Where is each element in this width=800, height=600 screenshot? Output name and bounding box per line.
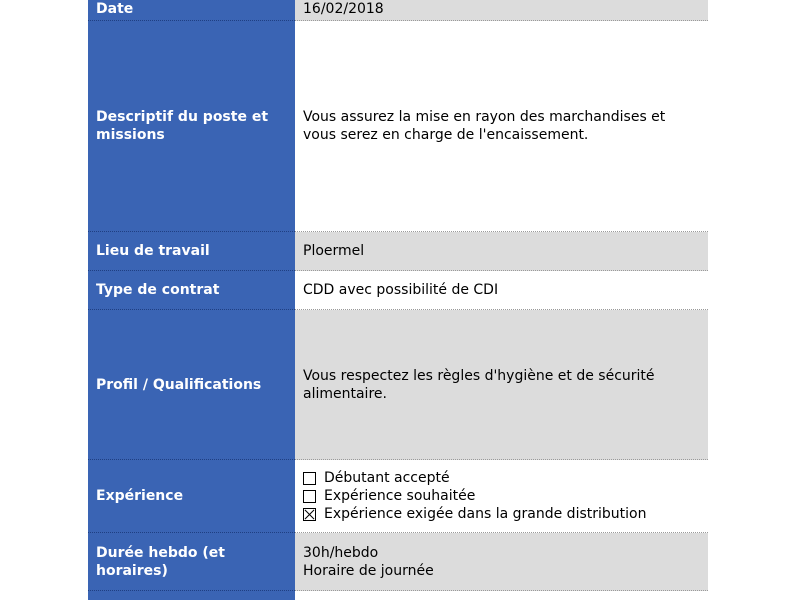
experience-option-label: Expérience souhaitée	[324, 488, 476, 504]
label-contrat: Type de contrat	[88, 271, 295, 310]
checkbox-debutant[interactable]	[303, 472, 316, 485]
experience-option-label: Débutant accepté	[324, 470, 450, 486]
label-experience: Expérience	[88, 460, 295, 533]
label-descriptif	[88, 21, 295, 232]
value-profil-line1: Vous respectez les règles d'hygiène et de sécurité	[303, 367, 655, 384]
label-next-partial	[88, 591, 295, 600]
value-next-partial	[295, 591, 708, 600]
value-duree	[295, 533, 708, 591]
row-contrat	[88, 271, 708, 310]
row-next-partial	[88, 591, 708, 600]
label-descriptif-line1: Descriptif du poste et	[96, 109, 269, 125]
experience-options	[303, 469, 646, 523]
label-duree-line1: Durée hebdo	[96, 544, 198, 561]
value-duree-line1: 30h/hebdo	[303, 544, 379, 561]
job-offer-table	[88, 0, 708, 600]
value-descriptif-line2: vous serez en charge de l'encaissement.	[303, 127, 589, 143]
row-duree	[88, 533, 708, 591]
row-lieu	[88, 232, 708, 271]
row-date	[88, 0, 708, 21]
row-profil	[88, 310, 708, 460]
checkbox-exigee-checked[interactable]	[303, 508, 316, 521]
experience-option-exigee[interactable]	[303, 505, 646, 523]
value-descriptif-line1: Vous assurez la mise en rayon des marchandises et	[303, 109, 666, 125]
value-duree-line2: Horaire de journée	[303, 562, 434, 579]
experience-option-souhaitee[interactable]	[303, 487, 646, 505]
value-contrat: CDD avec possibilité de CDI	[295, 271, 708, 310]
row-descriptif	[88, 21, 708, 232]
value-date: 16/02/2018	[295, 0, 708, 21]
value-profil	[295, 310, 708, 460]
value-lieu: Ploermel	[295, 232, 708, 271]
experience-option-label: Expérience exigée dans la grande distribution	[324, 506, 647, 522]
label-profil: Profil / Qualifications	[88, 310, 295, 460]
value-descriptif	[295, 21, 708, 232]
label-date: Date	[88, 0, 295, 21]
label-duree-line2: (et horaires)	[96, 544, 225, 579]
row-experience	[88, 460, 708, 533]
experience-option-debutant[interactable]	[303, 469, 646, 487]
value-profil-line2: alimentaire.	[303, 385, 387, 402]
label-descriptif-line2: missions	[96, 127, 165, 143]
label-lieu: Lieu de travail	[88, 232, 295, 271]
value-experience	[295, 460, 708, 533]
label-duree	[88, 533, 295, 591]
checkbox-souhaitee[interactable]	[303, 490, 316, 503]
